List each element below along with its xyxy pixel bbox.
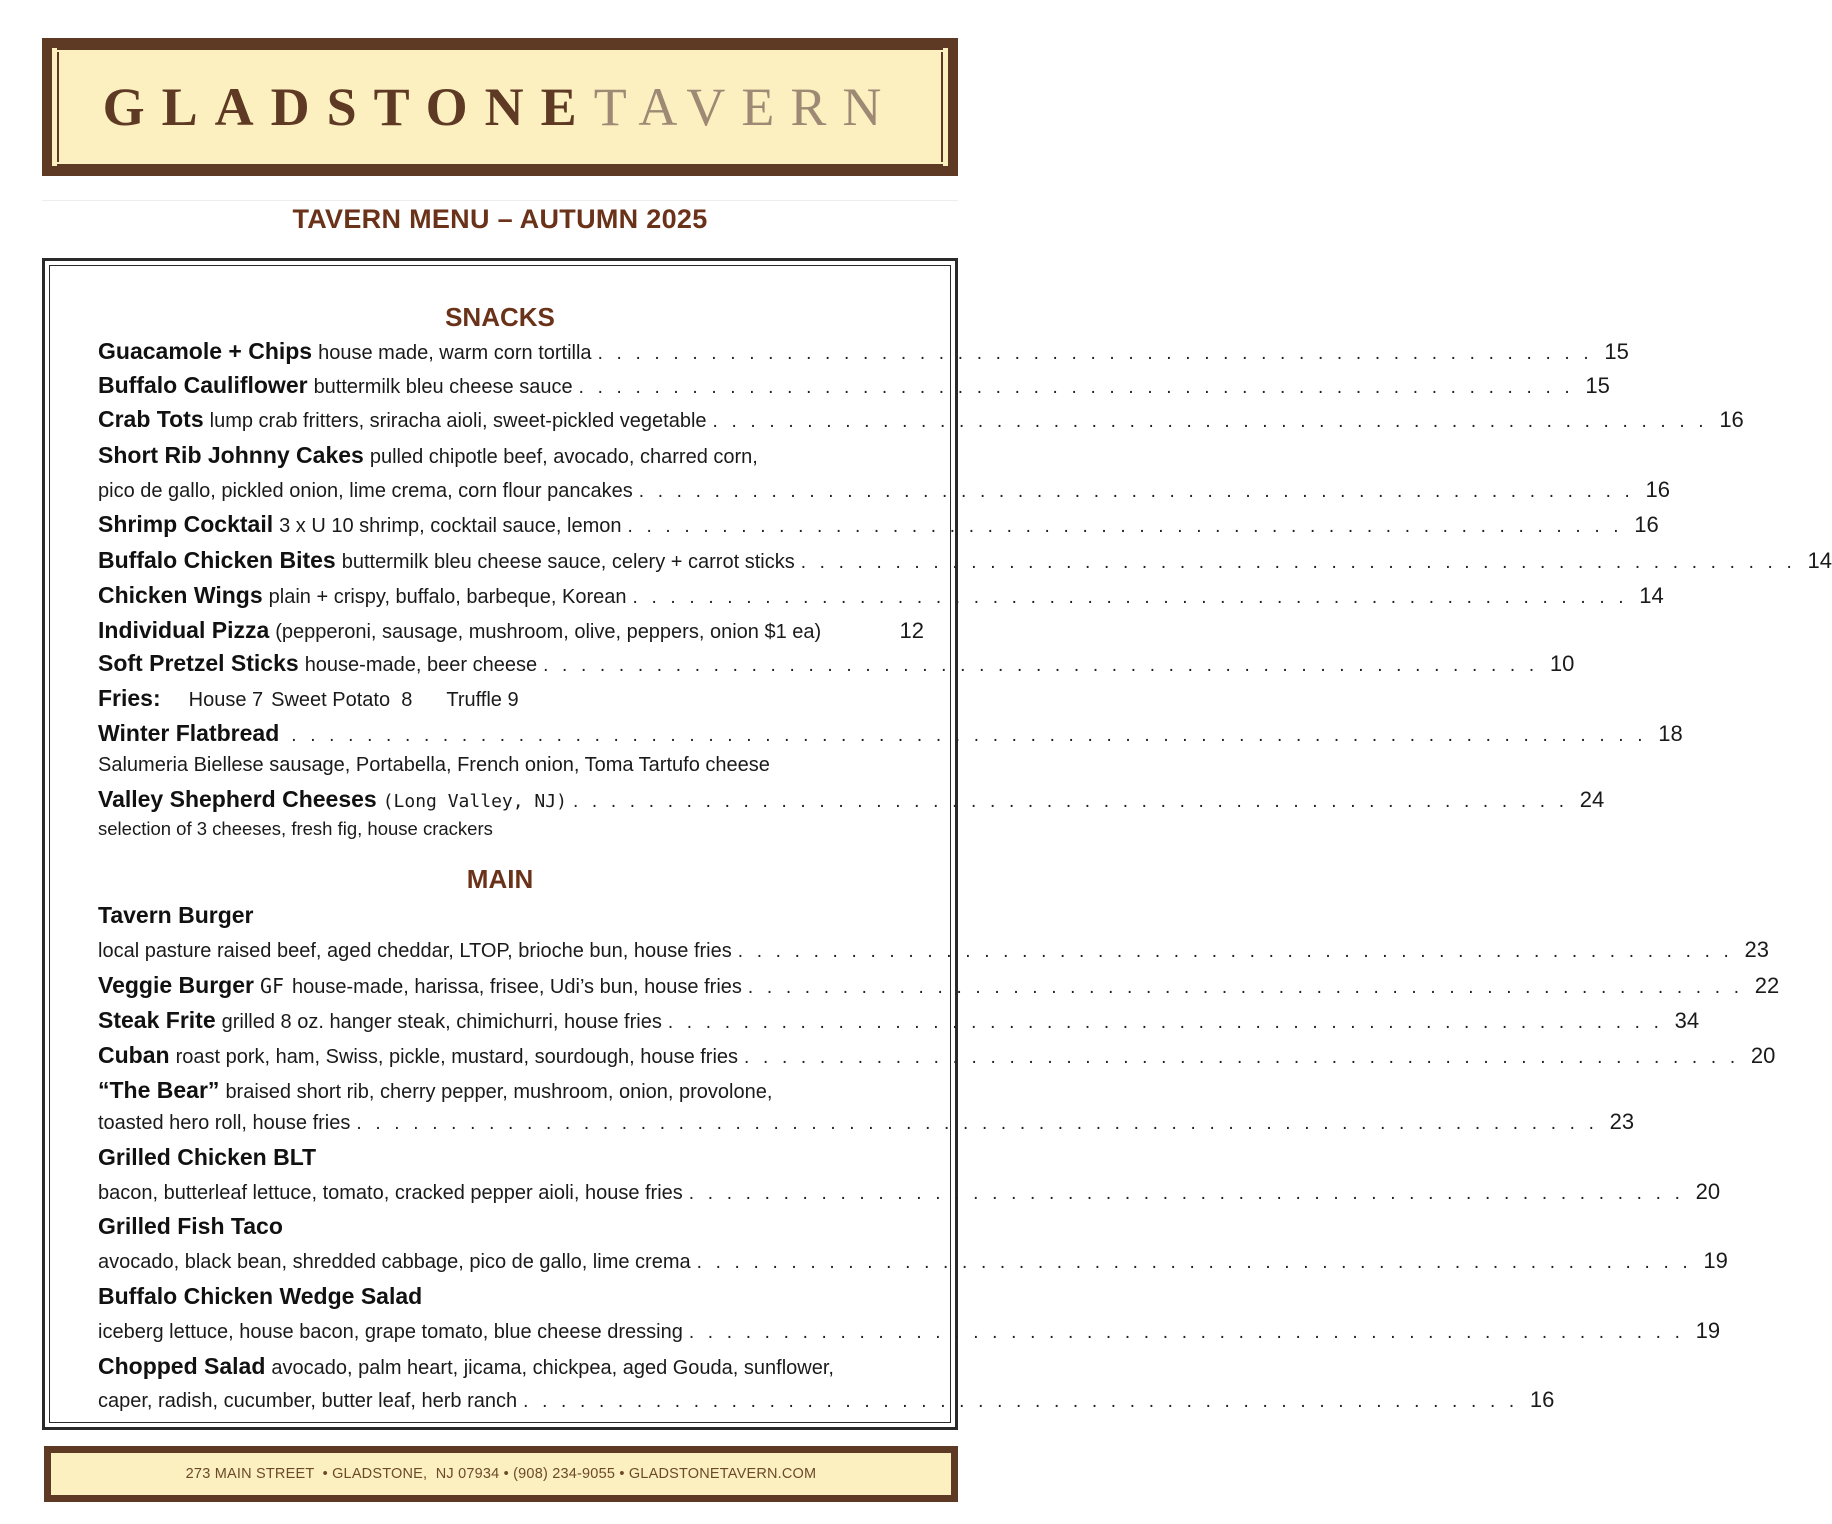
- leader-dots: . . . . . . . . . . . . . . . . . . . . . . . . . . . . . . . . . . . . . . . . . . . . . . . . . . . . .: [688, 1322, 1685, 1343]
- item-description-line2: avocado, black bean, shredded cabbage, pico de gallo, lime crema: [98, 1251, 691, 1273]
- leader-dots: . . . . . . . . . . . . . . . . . . . . . . . . . . . . . . . . . . . . . . . . . . . . . . . . . . . . .: [543, 655, 1539, 676]
- menu-item: [98, 338, 1629, 372]
- menu-frame: [42, 258, 1832, 1430]
- item-name: Buffalo Chicken Wedge Salad: [98, 1283, 423, 1309]
- footer-contact: 273 MAIN STREET • GLADSTONE, NJ 07934 • (908) 234-9055 • GLADSTONETAVERN.COM: [185, 1466, 817, 1482]
- footer-banner: [44, 1446, 958, 1502]
- leader-dots: . . . . . . . . . . . . . . . . . . . . . . . . . . . . . . . . . . . . . . . . . . . . . . . . . . . . .: [800, 552, 1796, 573]
- item-description: house made, warm corn tortilla: [318, 342, 592, 364]
- item-name: Soft Pretzel Sticks: [98, 650, 299, 676]
- menu-item-continued: [98, 754, 924, 788]
- menu-item-continued: [98, 1318, 1721, 1352]
- item-description: house-made, beer cheese: [304, 654, 538, 676]
- menu-item-continued: [98, 818, 924, 852]
- header-banner: [42, 38, 958, 176]
- item-price: 12: [899, 618, 924, 643]
- item-description-line2: iceberg lettuce, house bacon, grape tomato, blue cheese dressing: [98, 1321, 683, 1343]
- menu-item: [98, 1144, 924, 1178]
- fries-house: House 7: [188, 689, 264, 711]
- menu-item: [98, 786, 1605, 820]
- menu-item: [98, 1077, 924, 1111]
- item-name: Buffalo Cauliflower: [98, 372, 308, 398]
- menu-item: [98, 720, 1683, 754]
- item-price: 15: [1604, 339, 1629, 364]
- brand-logo: [103, 76, 898, 138]
- item-name: Chicken Wings: [98, 582, 263, 608]
- brand-name-part2: TAVERN: [593, 77, 898, 137]
- leader-dots: . . . . . . . . . . . . . . . . . . . . . . . . . . . . . . . . . . . . . . . . . . . . . . . . . . . . .: [572, 791, 1569, 812]
- menu-item: [98, 902, 924, 936]
- menu-item-continued: [98, 1109, 1635, 1143]
- item-description: (Long Valley, NJ): [382, 791, 567, 812]
- item-price: 14: [1639, 583, 1664, 608]
- fries-sweet-potato: Sweet Potato 8: [271, 689, 413, 711]
- menu-frame-inner: [49, 265, 1832, 1423]
- leader-dots: . . . . . . . . . . . . . . . . . . . . . . . . . . . . . . . . . . . . . . . . . . . . . . . . . . . . .: [747, 977, 1744, 998]
- leader-dots: . . . . . . . . . . . . . . . . . . . . . . . . . . . . . . . . . . . . . . . . . . . . . . . . . . . . . . . . . . . . . . . . . .: [356, 1113, 1599, 1134]
- fries-truffle: Truffle 9: [446, 689, 519, 711]
- menu-item: [98, 442, 924, 476]
- item-price: 22: [1754, 973, 1780, 998]
- item-description: braised short rib, cherry pepper, mushroom, onion, provolone,: [225, 1081, 773, 1103]
- section-heading-snacks: SNACKS: [445, 302, 555, 332]
- menu-item: [98, 582, 1664, 616]
- fries-label: Fries:: [98, 685, 161, 711]
- menu-item-continued: [98, 1179, 1721, 1213]
- leader-dots: . . . . . . . . . . . . . . . . . . . . . . . . . . . . . . . . . . . . . . . . . . . . . . . . . . . . .: [712, 411, 1708, 432]
- item-name: Veggie Burger: [98, 972, 254, 998]
- item-price: 24: [1579, 787, 1605, 812]
- item-name: Individual Pizza: [98, 617, 270, 643]
- item-price: 16: [1529, 1387, 1555, 1412]
- item-name: Steak Frite: [98, 1007, 216, 1033]
- menu-item-continued: [98, 1248, 1728, 1282]
- item-price: 14: [1807, 548, 1832, 573]
- item-price: 20: [1695, 1179, 1721, 1204]
- item-price: 18: [1658, 721, 1683, 746]
- menu-item-continued: [98, 477, 1671, 511]
- item-price: 34: [1674, 1008, 1700, 1033]
- item-price: 10: [1549, 651, 1575, 676]
- leader-dots: . . . . . . . . . . . . . . . . . . . . . . . . . . . . . . . . . . . . . . . . . . . . . . . . . . . . .: [632, 587, 1628, 608]
- menu-item-continued: [98, 1387, 1555, 1421]
- leader-dots: . . . . . . . . . . . . . . . . . . . . . . . . . . . . . . . . . . . . . . . . . . . . . . . . . . . . .: [523, 1391, 1519, 1412]
- item-description: avocado, palm heart, jicama, chickpea, aged Gouda, sunflower,: [271, 1357, 834, 1379]
- menu-item: [98, 650, 1575, 684]
- divider: [42, 200, 958, 201]
- item-name: Grilled Chicken BLT: [98, 1144, 317, 1170]
- menu-item: [98, 372, 1610, 406]
- menu-item: [98, 1042, 1776, 1076]
- item-price: 16: [1719, 407, 1744, 432]
- item-name: Grilled Fish Taco: [98, 1213, 283, 1239]
- item-name: Crab Tots: [98, 406, 204, 432]
- footer-banner-inner: [49, 1451, 953, 1497]
- item-name: Winter Flatbread: [98, 720, 280, 746]
- item-name: Shrimp Cocktail: [98, 511, 274, 537]
- item-price: 19: [1695, 1318, 1721, 1343]
- menu-item: [98, 1353, 924, 1387]
- item-description: grilled 8 oz. hanger steak, chimichurri, house fries: [221, 1011, 662, 1033]
- item-description: lump crab fritters, sriracha aioli, sweet-pickled vegetable: [209, 410, 707, 432]
- item-description-line2: caper, radish, cucumber, butter leaf, herb ranch: [98, 1390, 518, 1412]
- leader-dots: . . . . . . . . . . . . . . . . . . . . . . . . . . . . . . . . . . . . . . . . . . . . . . . . . . . . .: [638, 481, 1635, 502]
- item-name: Guacamole + Chips: [98, 338, 313, 364]
- menu-item: [98, 511, 1659, 545]
- gf-tag: GF: [259, 974, 285, 998]
- fries-line: [98, 685, 924, 719]
- menu-item: [98, 406, 1744, 440]
- item-price: 16: [1645, 477, 1671, 502]
- item-price: 16: [1634, 512, 1659, 537]
- item-description-line2: selection of 3 cheeses, fresh fig, house crackers: [98, 818, 493, 839]
- leader-dots: . . . . . . . . . . . . . . . . . . . . . . . . . . . . . . . . . . . . . . . . . . . . . . . . . . . . .: [744, 1047, 1740, 1068]
- item-description-line2: pico de gallo, pickled onion, lime crema, corn flour pancakes: [98, 480, 633, 502]
- item-description-line2: toasted hero roll, house fries: [98, 1112, 351, 1134]
- item-description: plain + crispy, buffalo, barbeque, Korean: [268, 586, 627, 608]
- item-description: house-made, harissa, frisee, Udi’s bun, house fries: [292, 976, 742, 998]
- item-description-line2: Salumeria Biellese sausage, Portabella, French onion, Toma Tartufo cheese: [98, 754, 770, 776]
- item-name: Buffalo Chicken Bites: [98, 547, 336, 573]
- leader-dots: . . . . . . . . . . . . . . . . . . . . . . . . . . . . . . . . . . . . . . . . . . . . . . . . . . . . .: [578, 377, 1574, 398]
- item-name: “The Bear”: [98, 1077, 220, 1103]
- leader-dots: . . . . . . . . . . . . . . . . . . . . . . . . . . . . . . . . . . . . . . . . . . . . . . . . . . . . .: [688, 1183, 1685, 1204]
- item-description-line2: bacon, butterleaf lettuce, tomato, cracked pepper aioli, house fries: [98, 1182, 683, 1204]
- item-name: Cuban: [98, 1042, 170, 1068]
- item-price: 15: [1585, 373, 1610, 398]
- menu-title: TAVERN MENU – AUTUMN 2025: [292, 204, 708, 234]
- item-price: 23: [1744, 937, 1770, 962]
- leader-dots: . . . . . . . . . . . . . . . . . . . . . . . . . . . . . . . . . . . . . . . . . . . . . . . . . . . . .: [597, 343, 1593, 364]
- menu-item: [98, 1213, 924, 1247]
- leader-dots: . . . . . . . . . . . . . . . . . . . . . . . . . . . . . . . . . . . . . . . . . . . . . . . . . . . . .: [696, 1252, 1692, 1273]
- item-description: buttermilk bleu cheese sauce, celery + carrot sticks: [341, 551, 795, 573]
- menu-item: [98, 547, 1832, 581]
- menu-item-continued: [98, 937, 1770, 971]
- leader-dots: . . . . . . . . . . . . . . . . . . . . . . . . . . . . . . . . . . . . . . . . . . . . . . . . . . . . .: [667, 1012, 1664, 1033]
- leader-dots: . . . . . . . . . . . . . . . . . . . . . . . . . . . . . . . . . . . . . . . . . . . . . . . . . . . . .: [627, 516, 1623, 537]
- header-banner-inner: [50, 46, 950, 168]
- item-description: pulled chipotle beef, avocado, charred corn,: [369, 446, 758, 468]
- item-description-line2: local pasture raised beef, aged cheddar, LTOP, brioche bun, house fries: [98, 940, 732, 962]
- brand-name-part1: GLADSTONE: [102, 77, 594, 137]
- item-name: Valley Shepherd Cheeses: [98, 786, 377, 812]
- item-name: Chopped Salad: [98, 1353, 266, 1379]
- item-price: 19: [1703, 1248, 1728, 1273]
- leader-dots: . . . . . . . . . . . . . . . . . . . . . . . . . . . . . . . . . . . . . . . . . . . . . . . . . . . . .: [737, 941, 1734, 962]
- menu-item: [98, 617, 924, 651]
- menu-item: [98, 1007, 1700, 1041]
- item-description: (pepperoni, sausage, mushroom, olive, peppers, onion $1 ea): [275, 621, 822, 643]
- item-name: Tavern Burger: [98, 902, 254, 928]
- leader-dots: . . . . . . . . . . . . . . . . . . . . . . . . . . . . . . . . . . . . . . . . . . . . . . . . . . . . . . . . . . . . . . . . . . . . . . . .: [291, 725, 1647, 746]
- header-banner-border: [57, 48, 943, 166]
- item-name: Short Rib Johnny Cakes: [98, 442, 364, 468]
- item-price: 23: [1609, 1109, 1635, 1134]
- item-description: roast pork, ham, Swiss, pickle, mustard, sourdough, house fries: [175, 1046, 739, 1068]
- menu-item: [98, 1283, 924, 1317]
- item-description: 3 x U 10 shrimp, cocktail sauce, lemon: [279, 515, 622, 537]
- menu-item: [98, 972, 1780, 1006]
- section-heading-main: MAIN: [466, 864, 534, 894]
- item-price: 20: [1750, 1043, 1776, 1068]
- item-description: buttermilk bleu cheese sauce: [313, 376, 573, 398]
